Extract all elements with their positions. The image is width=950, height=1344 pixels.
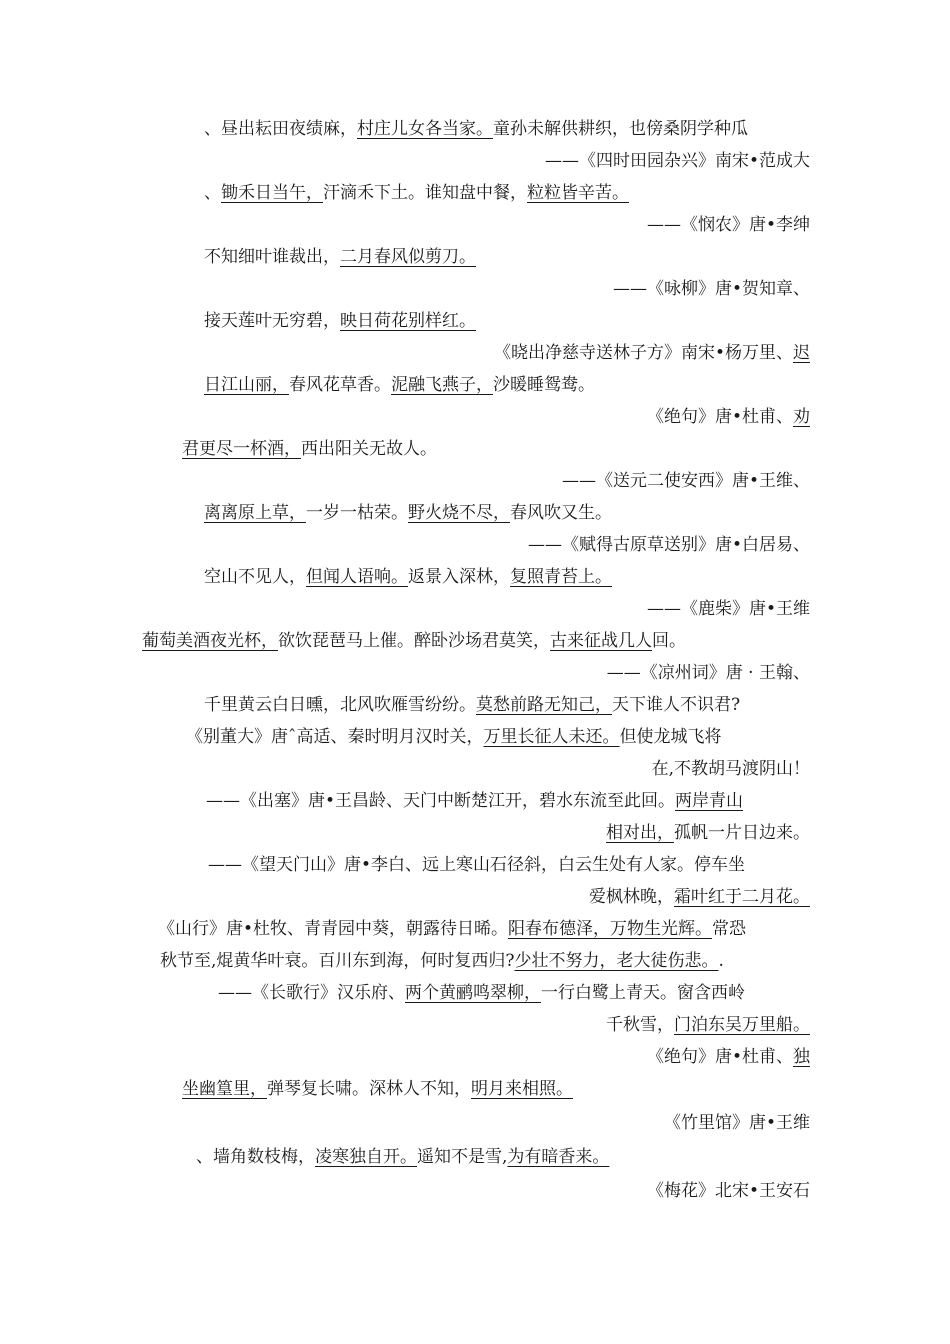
- underlined-text: 坐幽篁里，: [182, 1079, 267, 1099]
- text-line: [204, 694, 740, 716]
- text-segment: ——《悯农》唐•李绅: [646, 215, 810, 235]
- underlined-text: 映日荷花别样红。: [340, 311, 476, 331]
- underlined-text: 门泊东吴万里船。: [674, 1015, 810, 1035]
- text-segment: ——《出塞》唐•王昌龄、天门中断楚江开，碧水东流至此回。: [206, 791, 676, 811]
- text-line: [218, 982, 745, 1004]
- underlined-text: 村庄儿女各当家。: [357, 119, 493, 139]
- underlined-text: 两岸青山: [675, 791, 744, 811]
- text-segment: 《别董大》唐ˆ高适、秦时明月汉时关，: [186, 727, 484, 747]
- text-segment: 《晓出净慈寺送林子方》南宋•杨万里、: [493, 343, 793, 363]
- underlined-text: 复照青苔上。: [510, 567, 612, 587]
- text-line: [204, 374, 595, 396]
- underlined-text: 劝: [793, 407, 810, 427]
- text-line: [142, 630, 686, 652]
- text-line: [182, 438, 437, 460]
- text-segment: 、: [204, 183, 221, 203]
- attribution-line: [562, 470, 810, 492]
- text-segment: ——《鹿柴》唐•王维: [646, 599, 810, 619]
- text-line: [186, 726, 722, 748]
- attribution-line: [494, 342, 810, 364]
- text-segment: 《山行》唐•杜牧、青青园中葵，朝露待日晞。: [158, 919, 509, 939]
- text-segment: 空山不见人，: [204, 567, 306, 587]
- underlined-text: 锄禾日当午，: [221, 183, 323, 203]
- text-line: [204, 182, 629, 204]
- text-segment: 接天莲叶无穷碧，: [204, 311, 340, 331]
- text-segment: 童孙未解供耕织，也傍桑阴学种瓜: [493, 119, 748, 139]
- text-segment: 春风花草香。: [289, 375, 391, 395]
- attribution-line: [647, 214, 810, 236]
- attribution-line: [647, 1180, 810, 1202]
- text-segment: 孤帆一片日边来。: [674, 823, 810, 843]
- text-segment: 秋节至,焜黄华叶衰。百川东到海，何时复西归?: [160, 951, 515, 971]
- text-segment: 爱枫林晚，: [589, 887, 674, 907]
- text-segment: 、墙角数枝梅，: [196, 1147, 315, 1167]
- underlined-text: 独: [793, 1047, 810, 1067]
- underlined-text: 二月春风似剪刀。: [340, 247, 476, 267]
- text-segment: 一行白鹭上青天。窗含西岭: [541, 983, 745, 1003]
- underlined-text: 阳春布德泽，万物生光辉。: [508, 919, 713, 939]
- attribution-line: [647, 598, 810, 620]
- text-segment: 弹琴复长啸。深林人不知，: [267, 1079, 471, 1099]
- underlined-text: 相对出，: [606, 823, 674, 843]
- underlined-text: 两个黄鹂鸣翠柳，: [405, 983, 541, 1003]
- underlined-text: 但闻人语响。: [306, 567, 408, 587]
- text-segment: 汗滴禾下土。谁知盘中餐，: [323, 183, 527, 203]
- attribution-line: [528, 534, 810, 556]
- text-segment: 在,不教胡马渡阴山！: [651, 759, 810, 779]
- text-segment: ——《咏柳》唐•贺知章、: [612, 279, 810, 299]
- text-segment: ——《四时田园杂兴》南宋•范成大: [544, 151, 810, 171]
- underlined-text: 少壮不努力，老大徒伤悲。: [514, 951, 719, 971]
- text-line: [204, 118, 748, 140]
- text-line: [652, 758, 810, 780]
- text-line: [606, 822, 810, 844]
- underlined-text: 日江山丽，: [204, 375, 289, 395]
- text-line: [204, 246, 476, 268]
- text-segment: 千里黄云白日曛，北风吹雁雪纷纷。: [204, 695, 476, 715]
- underlined-text: 莫愁前路无知己，: [476, 695, 612, 715]
- underlined-text: 葡萄美酒夜光杯，: [142, 631, 278, 651]
- text-segment: 沙暖睡鸳鸯。: [493, 375, 595, 395]
- text-line: [204, 502, 612, 524]
- text-segment: 遥知不是雪,: [417, 1147, 508, 1167]
- text-segment: 千秋雪，: [606, 1015, 674, 1035]
- underlined-text: 离离原上草，: [204, 503, 306, 523]
- text-segment: 一岁一枯荣。: [306, 503, 408, 523]
- text-line: [204, 566, 612, 588]
- text-line: [158, 918, 746, 940]
- text-segment: ——《长歌行》汉乐府、: [218, 983, 405, 1003]
- text-segment: 《竹里馆》唐•王维: [663, 1113, 810, 1133]
- text-segment: 、昼出耘田夜绩麻，: [204, 119, 357, 139]
- underlined-text: 明月来相照。: [471, 1079, 573, 1099]
- attribution-line: [647, 406, 810, 428]
- text-segment: 《绝句》唐•杜甫、: [646, 407, 793, 427]
- text-segment: 返景入深林，: [408, 567, 510, 587]
- text-segment: 欲饮琵琶马上催。醉卧沙场君莫笑，: [278, 631, 550, 651]
- underlined-text: 迟: [793, 343, 810, 363]
- underlined-text: 君更尽一杯酒，: [182, 439, 301, 459]
- underlined-text: 粒粒皆辛苦。: [527, 183, 629, 203]
- underlined-text: 野火烧不尽，: [408, 503, 510, 523]
- text-line: [160, 950, 724, 972]
- text-segment: ——《赋得古原草送别》唐•白居易、: [527, 535, 810, 555]
- text-segment: 但使龙城飞将: [619, 727, 722, 747]
- attribution-line: [664, 1112, 810, 1134]
- text-segment: 不知细叶谁裁出，: [204, 247, 340, 267]
- attribution-line: [613, 278, 810, 300]
- text-segment: 常恐: [712, 919, 747, 939]
- attribution-line: [545, 150, 810, 172]
- text-segment: ——《望天门山》唐•李白、远上寒山石径斜，白云生处有人家。停车坐: [208, 855, 746, 875]
- text-line: [204, 310, 476, 332]
- text-segment: 西出阳关无故人。: [301, 439, 437, 459]
- underlined-text: 为有暗香来。: [507, 1147, 610, 1167]
- text-segment: 春风吹又生。: [510, 503, 612, 523]
- text-segment: 《梅花》北宋•王安石: [646, 1181, 810, 1201]
- attribution-line: [607, 662, 810, 684]
- text-line: [606, 1014, 810, 1036]
- text-line: [589, 886, 810, 908]
- text-line: [208, 854, 745, 876]
- underlined-text: 古来征战几人: [550, 631, 652, 651]
- text-segment: 回。: [652, 631, 686, 651]
- text-segment: 《绝句》唐•杜甫、: [646, 1047, 793, 1067]
- text-segment: ——《送元二使安西》唐•王维、: [561, 471, 810, 491]
- underlined-text: 万里长征人未还。: [483, 727, 620, 747]
- text-line: [206, 790, 743, 812]
- text-segment: .: [718, 951, 724, 971]
- text-line: [196, 1146, 609, 1168]
- underlined-text: 霜叶红于二月花。: [674, 887, 810, 907]
- text-line: [182, 1078, 573, 1100]
- text-segment: 天下谁人不识君?: [612, 695, 741, 715]
- underlined-text: 凌寒独自开。: [315, 1147, 417, 1167]
- text-segment: ——《凉州词》唐 · 王翰、: [606, 663, 810, 683]
- attribution-line: [647, 1046, 810, 1068]
- underlined-text: 泥融飞燕子，: [391, 375, 493, 395]
